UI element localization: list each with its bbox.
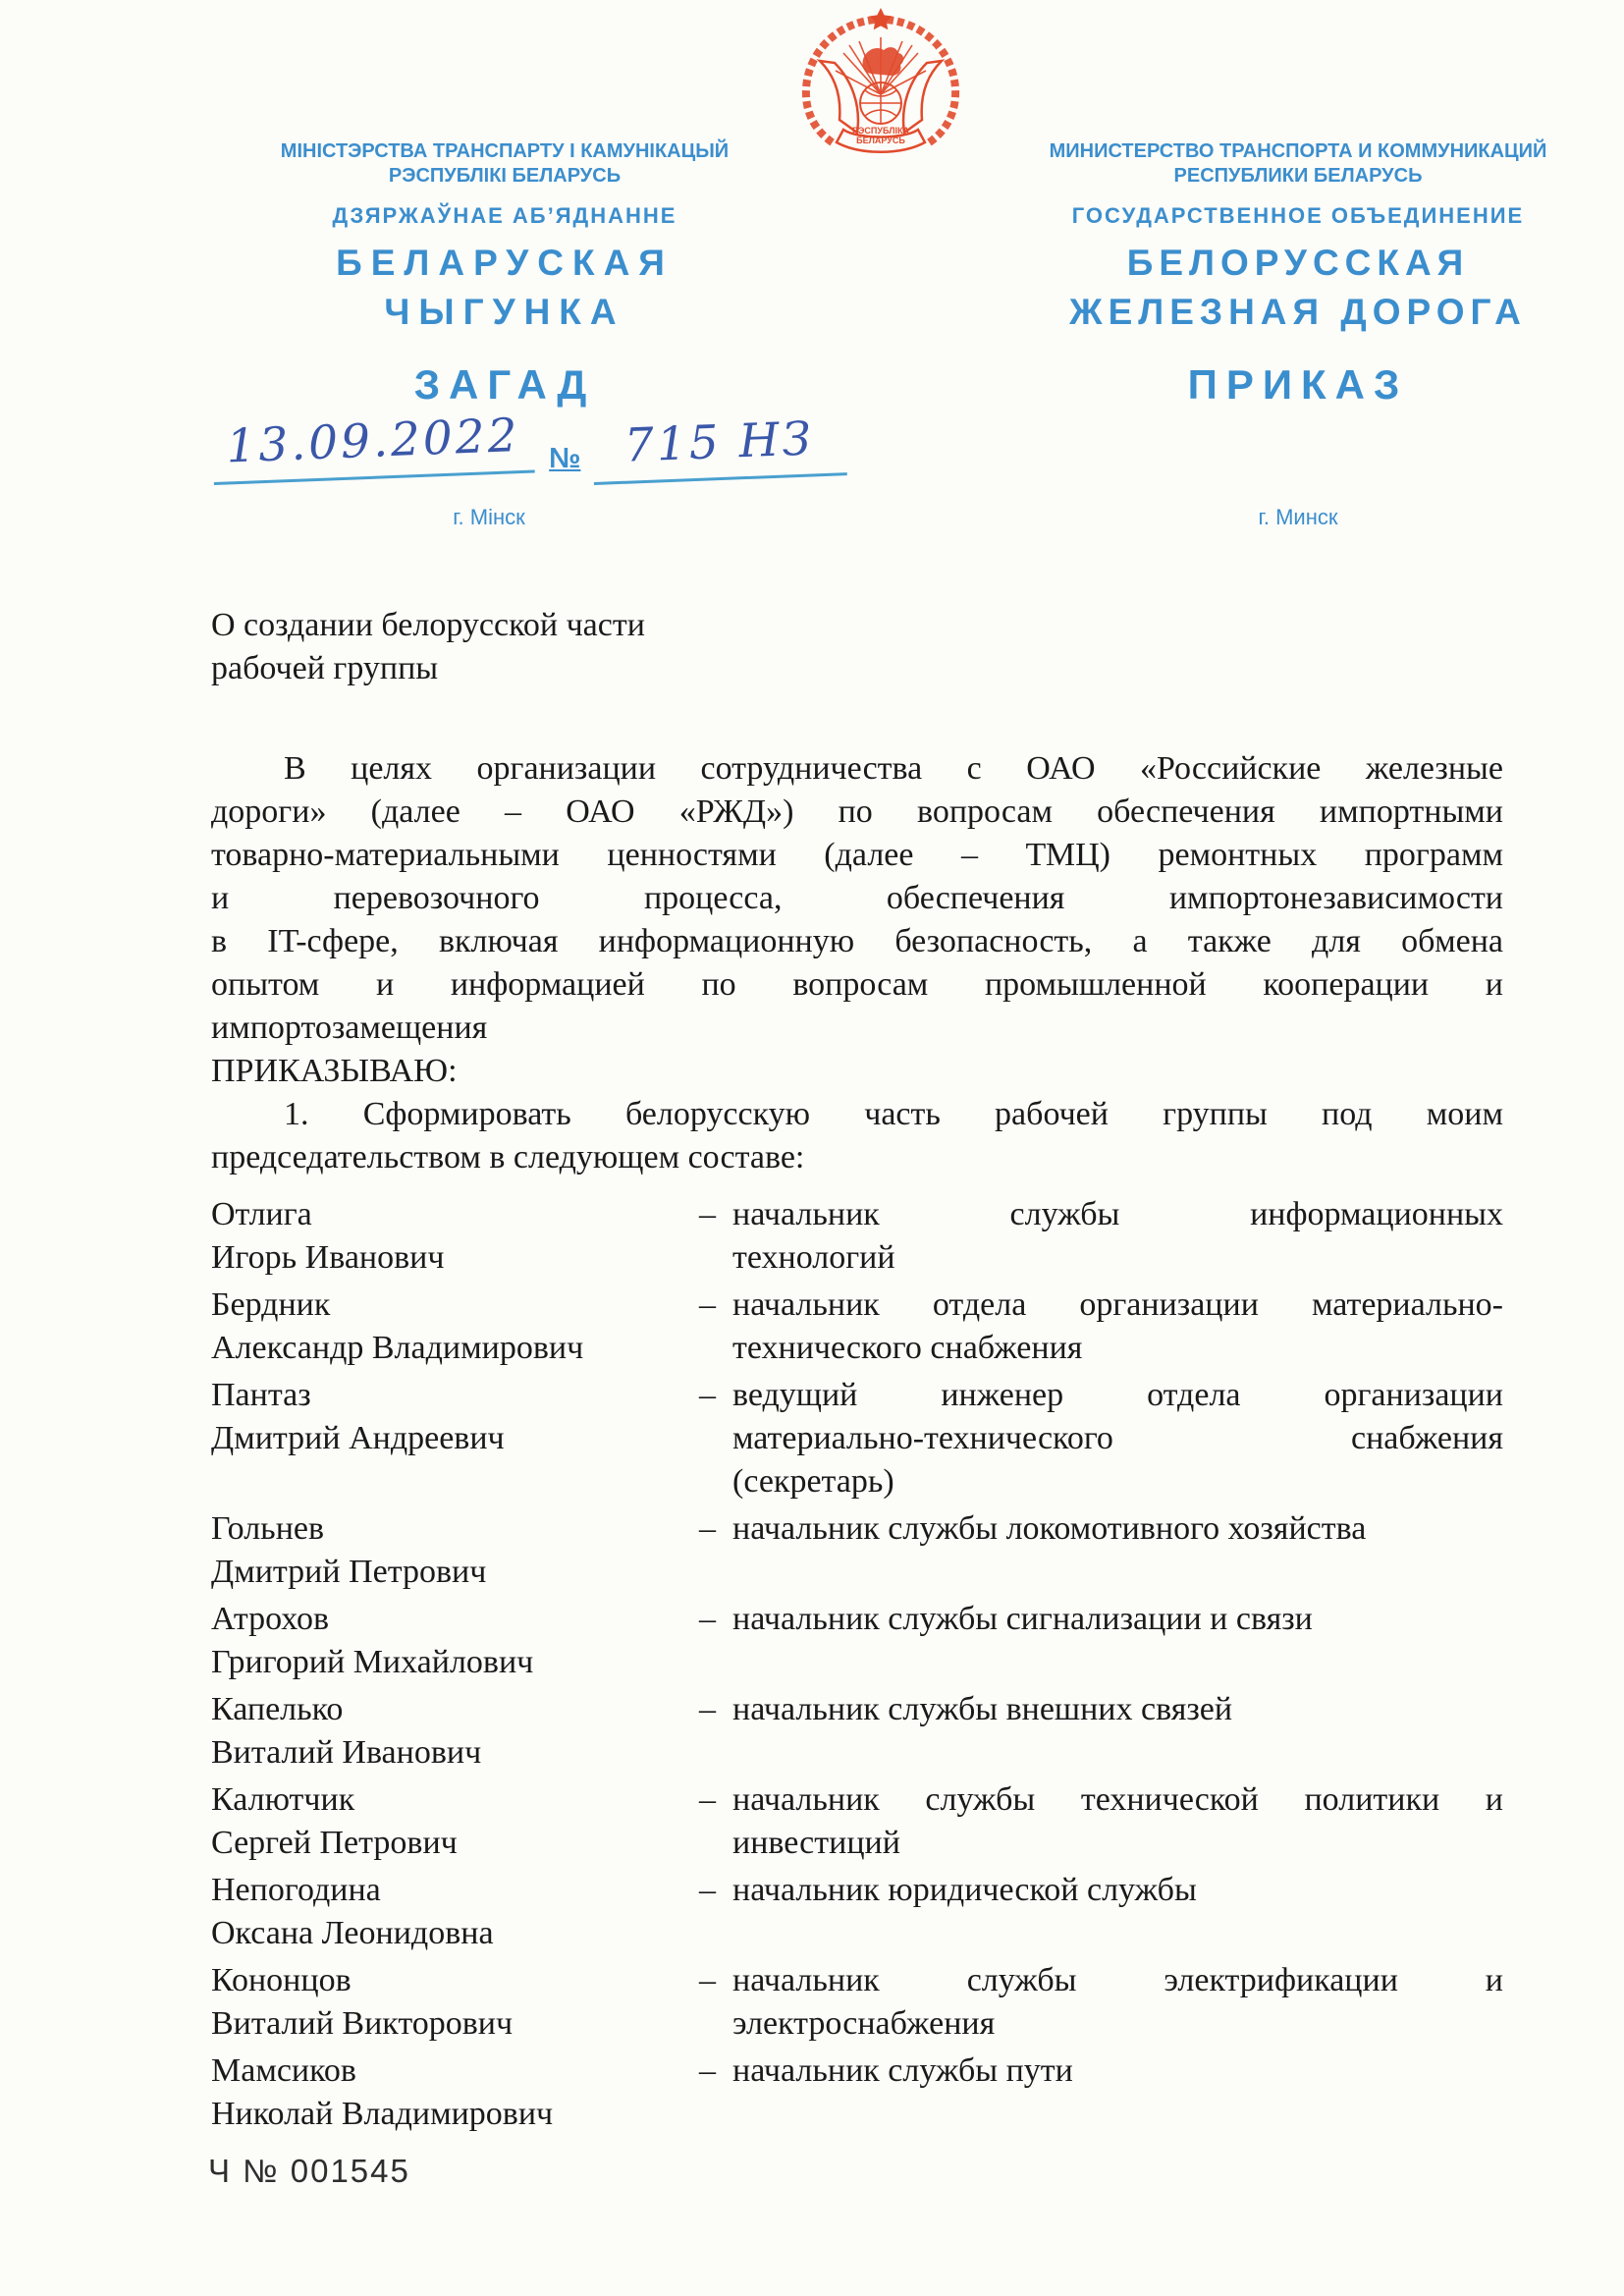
member-name — [211, 1193, 699, 1280]
member-position — [699, 1284, 1503, 1370]
resolution-word: ПРИКАЗЫВАЮ: — [211, 1053, 458, 1089]
text-line: Александр Владимирович — [211, 1330, 584, 1366]
dash-separator: – — [699, 1601, 716, 1637]
text-line: начальник службы технической политики и — [732, 1781, 1503, 1818]
date-number-line — [214, 409, 847, 485]
text-line: Оксана Леонидовна — [211, 1915, 494, 1951]
text-line: Гольнев — [211, 1510, 325, 1547]
text-line: и перевозочного процесса, обеспечения импортонезависимости — [211, 880, 1503, 916]
text-line: начальник службы локомотивного хозяйства — [732, 1510, 1367, 1547]
text-line: Григорий Михайлович — [211, 1644, 534, 1680]
member-position — [699, 2050, 1503, 2093]
text-line: Виталий Викторович — [211, 2005, 514, 2042]
org-type-by: ДЗЯРЖАЎНАЕ АБ’ЯДНАННЕ — [332, 203, 677, 228]
ministry-country-ru: РЕСПУБЛИКИ БЕЛАРУСЬ — [1173, 165, 1423, 187]
text-line: Мамсиков — [211, 2052, 356, 2089]
letterhead-left — [165, 139, 844, 337]
text-line: электроснабжения — [732, 2005, 996, 2042]
text-line: В целях организации сотрудничества с ОАО «Российские железные — [284, 750, 1503, 787]
roster-row — [211, 1507, 1503, 1594]
text-line: начальник юридической службы — [732, 1872, 1197, 1908]
text-line: рабочей группы — [211, 650, 439, 686]
ministry-name-ru: МИНИСТЕРСТВО ТРАНСПОРТА И КОММУНИКАЦИЙ — [1049, 140, 1547, 162]
text-line: начальник службы электрификации и — [732, 1962, 1503, 1998]
text-line: Дмитрий Андреевич — [211, 1420, 505, 1456]
globe-icon — [860, 82, 901, 124]
ministry-country-by: РЭСПУБЛІКІ БЕЛАРУСЬ — [388, 165, 622, 187]
member-position — [699, 1959, 1503, 2046]
dash-separator: – — [699, 1962, 716, 1998]
dash-separator: – — [699, 1691, 716, 1727]
roster-row — [211, 2050, 1503, 2136]
org-name-ru-line1: БЕЛОРУССКАЯ — [1126, 243, 1470, 283]
member-position — [699, 1507, 1503, 1551]
text-line: Николай Владимирович — [211, 2096, 554, 2132]
roster-row — [211, 1598, 1503, 1684]
emblem-ribbon-text: РЭСПУБЛІКА — [851, 126, 910, 136]
dash-separator: – — [699, 2052, 716, 2089]
city-by: г. Мінск — [453, 505, 525, 529]
member-name — [211, 1507, 699, 1594]
order-subject — [211, 604, 1503, 690]
roster-row — [211, 1193, 1503, 1280]
text-line: инвестиций — [732, 1825, 900, 1861]
member-name — [211, 1374, 699, 1460]
member-name — [211, 1959, 699, 2046]
member-position — [699, 1598, 1503, 1641]
form-number: Ч № 001545 — [208, 2153, 410, 2189]
roster-row — [211, 1284, 1503, 1370]
text-line: Кононцов — [211, 1962, 352, 1998]
ministry-name-by: МІНІСТЭРСТВА ТРАНСПАРТУ І КАМУНІКАЦЫЙ — [280, 140, 730, 162]
number-sign: № — [549, 443, 581, 474]
text-line: Атрохов — [211, 1601, 330, 1637]
order-body — [211, 604, 1503, 2136]
order-preamble — [211, 747, 1503, 1050]
member-position — [699, 1869, 1503, 1912]
handwritten-order-number: 715 НЗ — [592, 410, 847, 485]
city-ru: г. Минск — [1258, 505, 1338, 529]
dash-separator: – — [699, 1196, 716, 1232]
text-line: начальник отдела организации материально- — [732, 1286, 1503, 1323]
member-name — [211, 2050, 699, 2136]
text-line: председательством в следующем составе: — [211, 1139, 805, 1175]
text-line: дороги» (далее – ОАО «РЖД») по вопросам обеспечения импортными — [211, 793, 1503, 830]
member-name — [211, 1284, 699, 1370]
member-name — [211, 1598, 699, 1684]
text-line: технологий — [732, 1239, 895, 1276]
text-line: в IT-сфере, включая информационную безопасность, а также для обмена — [211, 923, 1503, 959]
roster-row — [211, 1869, 1503, 1955]
text-line: материально-технического снабжения — [732, 1420, 1503, 1456]
roster-row — [211, 1688, 1503, 1775]
text-line: технического снабжения — [732, 1330, 1083, 1366]
text-line: начальник службы информационных — [732, 1196, 1503, 1232]
text-line: импортозамещения — [211, 1010, 488, 1046]
org-name-by-line2: ЧЫГУНКА — [384, 292, 625, 332]
org-name-by-line1: БЕЛАРУСКАЯ — [336, 243, 674, 283]
member-name — [211, 1869, 699, 1955]
member-name — [211, 1688, 699, 1775]
roster-row — [211, 1374, 1503, 1503]
text-line: Отлига — [211, 1196, 312, 1232]
text-line: начальник службы сигнализации и связи — [732, 1601, 1313, 1637]
doc-type-by: ЗАГАД — [413, 361, 596, 408]
member-position — [699, 1778, 1503, 1865]
text-line: Непогодина — [211, 1872, 381, 1908]
text-line: 1. Сформировать белорусскую часть рабочей группы под моим — [284, 1096, 1503, 1132]
text-line: опытом и информацией по вопросам промышленной кооперации и — [211, 966, 1503, 1003]
belarus-map-icon — [863, 47, 904, 76]
text-line: Дмитрий Петрович — [211, 1554, 487, 1590]
text-line: Игорь Иванович — [211, 1239, 445, 1276]
text-line: Виталий Иванович — [211, 1734, 482, 1771]
letterhead-right — [994, 139, 1602, 337]
member-name — [211, 1778, 699, 1865]
text-line: Капелько — [211, 1691, 344, 1727]
emblem-ribbon-text: БЕЛАРУСЬ — [856, 136, 905, 145]
roster-row — [211, 1959, 1503, 2046]
member-position — [699, 1374, 1503, 1503]
handwritten-date: 13.09.2022 — [211, 408, 534, 485]
text-line: Пантаз — [211, 1377, 311, 1413]
text-line: Сергей Петрович — [211, 1825, 458, 1861]
order-item-1 — [211, 1093, 1503, 1179]
member-position — [699, 1688, 1503, 1731]
dash-separator: – — [699, 1286, 716, 1323]
working-group-roster — [211, 1193, 1503, 2136]
text-line: (секретарь) — [732, 1463, 894, 1500]
text-line: ведущий инженер отдела организации — [732, 1377, 1503, 1413]
text-line: Бердник — [211, 1286, 331, 1323]
org-name-ru-line2: ЖЕЛЕЗНАЯ ДОРОГА — [1069, 292, 1527, 332]
dash-separator: – — [699, 1872, 716, 1908]
member-position — [699, 1193, 1503, 1280]
dash-separator: – — [699, 1377, 716, 1413]
dash-separator: – — [699, 1781, 716, 1818]
text-line: О создании белорусской части — [211, 607, 645, 643]
text-line: Калютчик — [211, 1781, 355, 1818]
text-line: начальник службы внешних связей — [732, 1691, 1233, 1727]
text-line: товарно-материальными ценностями (далее – ТМЦ) ремонтных программ — [211, 837, 1503, 873]
roster-row — [211, 1778, 1503, 1865]
text-line: начальник службы пути — [732, 2052, 1073, 2089]
belarus-coat-of-arms-icon — [779, 4, 983, 153]
doc-type-ru: ПРИКАЗ — [1187, 361, 1409, 408]
dash-separator: – — [699, 1510, 716, 1547]
org-type-ru: ГОСУДАРСТВЕННОЕ ОБЪЕДИНЕНИЕ — [1071, 203, 1525, 228]
